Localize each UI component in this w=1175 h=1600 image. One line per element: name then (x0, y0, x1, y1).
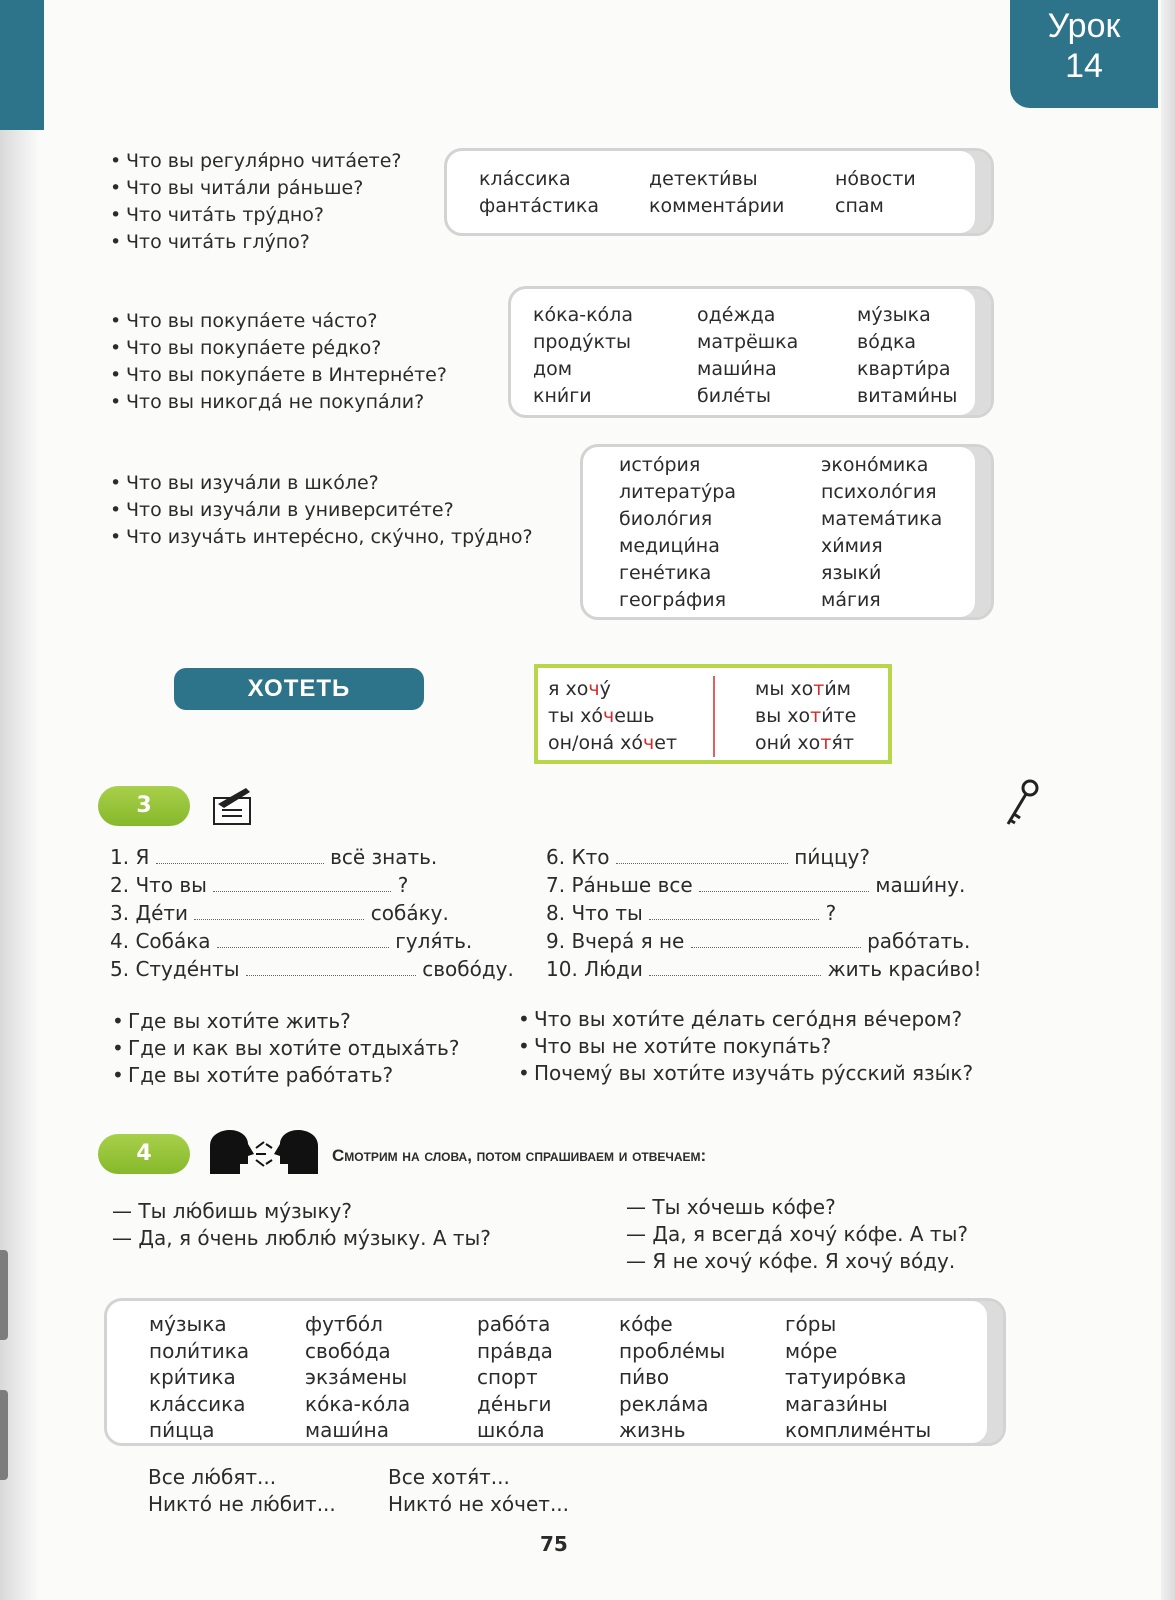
dialog-right (626, 1194, 968, 1275)
word: проду́кты (533, 331, 632, 353)
word: фанта́стика (479, 195, 600, 217)
exercise-number: 4 (98, 1134, 190, 1174)
question: • Почему́ вы хоти́те изуча́ть ру́сский язы́к? (518, 1060, 973, 1087)
lesson-number: 14 (1065, 47, 1103, 85)
pen-paper-icon (212, 786, 254, 826)
word: медици́на (619, 535, 720, 557)
question: • Что вы регуля́рно чита́ете? (110, 148, 402, 175)
page-number: 75 (540, 1532, 568, 1556)
key-icon (1000, 778, 1044, 828)
word: языки́ (821, 562, 882, 584)
exercise-item: 5. Студе́нты свобо́ду. (110, 957, 514, 981)
exercise-item: 10. Лю́ди жить краси́во! (546, 957, 982, 981)
word-column: ко́фе пробле́мы пи́во рекла́ма жизнь (619, 1312, 726, 1442)
question: • Где вы хоти́те жить? (112, 1008, 459, 1035)
reading-questions (110, 148, 402, 256)
lesson-label: Урок (1047, 7, 1121, 45)
topic-words-box (104, 1298, 1006, 1446)
question: • Что вы покупа́ете ча́сто? (110, 308, 447, 335)
exercise-item: 9. Вчера́ я не рабо́тать. (546, 929, 971, 953)
word: кла́ссика (479, 168, 571, 190)
word: кни́ги (533, 385, 592, 407)
question: • Что вы хоти́те де́лать сего́дня ве́чером? (518, 1006, 973, 1033)
binding-gutter (0, 0, 40, 1600)
word: матема́тика (821, 508, 943, 530)
exercise-item: 4. Соба́ка гуля́ть. (110, 929, 473, 953)
shopping-questions (110, 308, 447, 416)
word: исто́рия (619, 454, 701, 476)
word: матрёшка (697, 331, 799, 353)
word-column: футбо́л свобо́да экза́мены ко́ка-ко́ла маши́на (305, 1312, 411, 1442)
conjugation-form: он/она́ хо́чет (548, 732, 678, 754)
word-column: му́зыка поли́тика кри́тика кла́ссика пи́цца (149, 1312, 250, 1442)
page-edge (1161, 0, 1175, 1600)
word: спам (835, 195, 884, 217)
verb-title: ХОТЕТЬ (174, 668, 424, 710)
word: биоло́гия (619, 508, 713, 530)
conjugation-form: мы хоти́м (755, 678, 852, 700)
gutter-mark (0, 1250, 8, 1340)
conjugation-singular (548, 676, 713, 757)
word: му́зыка (857, 304, 931, 326)
dialog-line: — Да, я о́чень люблю́ му́зыку. А ты? (112, 1226, 491, 1250)
question: • Что чита́ть глу́по? (110, 229, 402, 256)
shopping-words-box (508, 286, 994, 418)
reading-words-box (444, 148, 994, 236)
conjugation-form: вы хоти́те (755, 705, 857, 727)
question: • Что вы покупа́ете в Интерне́те? (110, 362, 447, 389)
question: • Где вы хоти́те рабо́тать? (112, 1062, 459, 1089)
gutter-tab (0, 0, 44, 130)
study-questions (110, 470, 533, 551)
exercise-3-left (110, 843, 530, 983)
word: гене́тика (619, 562, 712, 584)
exercise-item: 2. Что вы ? (110, 873, 409, 897)
dialog-line: — Ты лю́бишь му́зыку? (112, 1199, 352, 1223)
word: коммента́рии (649, 195, 785, 217)
word: оде́жда (697, 304, 776, 326)
study-words-box (580, 444, 994, 620)
conjugation-plural (713, 676, 878, 757)
word: биле́ты (697, 385, 771, 407)
exercise-item: 1. Я всё знать. (110, 845, 438, 869)
question: • Что вы никогда́ не покупа́ли? (110, 389, 447, 416)
gutter-mark (0, 1390, 8, 1480)
conjugation-form: ты хо́чешь (548, 705, 655, 727)
question: • Что вы изуча́ли в шко́ле? (110, 470, 533, 497)
exercise-number: 3 (98, 786, 190, 826)
word: ко́ка-ко́ла (533, 304, 633, 326)
question: • Что вы изуча́ли в университе́те? (110, 497, 533, 524)
conjugation-form: я хочу́ (548, 678, 611, 700)
question: • Что вы не хоти́те покупа́ть? (518, 1033, 973, 1060)
word: во́дка (857, 331, 917, 353)
question: • Что вы чита́ли ра́ньше? (110, 175, 402, 202)
word-column: го́ры мо́ре татуиро́вка магази́ны комплиме́нты (785, 1312, 932, 1442)
prompt: Все лю́бят... (148, 1465, 277, 1489)
dialog-left (112, 1198, 491, 1252)
question: • Что изуча́ть интере́сно, ску́чно, тру́дно? (110, 524, 533, 551)
word: хи́мия (821, 535, 883, 557)
exercise-item: 3. Де́ти соба́ку. (110, 901, 449, 925)
want-questions-right (518, 1006, 973, 1087)
word: но́вости (835, 168, 916, 190)
word: литерату́ра (619, 481, 736, 503)
want-questions-left (112, 1008, 459, 1089)
word: маши́на (697, 358, 777, 380)
word: эконо́мика (821, 454, 929, 476)
exercise-item: 7. Ра́ньше все маши́ну. (546, 873, 966, 897)
word-column: рабо́та пра́вда спорт де́ньги шко́ла (477, 1312, 553, 1442)
question: • Что вы покупа́ете ре́дко? (110, 335, 447, 362)
conjugation-form: они́ хотя́т (755, 732, 854, 754)
dialog-line: — Ты хо́чешь ко́фе? (626, 1195, 836, 1219)
word: ма́гия (821, 589, 881, 611)
prompts-love (148, 1464, 336, 1518)
word: психоло́гия (821, 481, 937, 503)
word: дом (533, 358, 573, 380)
question: • Где и как вы хоти́те отдыха́ть? (112, 1035, 459, 1062)
exercise-instruction: Смотрим на слова, потом спрашиваем и отвечаем: (332, 1146, 707, 1165)
conjugation-table (534, 664, 892, 764)
lesson-tab (1010, 0, 1158, 108)
word: кварти́ра (857, 358, 951, 380)
question: • Что чита́ть тру́дно? (110, 202, 402, 229)
dialog-line: — Я не хочу́ ко́фе. Я хочу́ во́ду. (626, 1249, 956, 1273)
prompts-want (388, 1464, 569, 1518)
prompt: Никто́ не лю́бит... (148, 1492, 336, 1516)
word: геогра́фия (619, 589, 727, 611)
word: детекти́вы (649, 168, 758, 190)
dialog-line: — Да, я всегда́ хочу́ ко́фе. А ты? (626, 1222, 968, 1246)
prompt: Все хотя́т... (388, 1465, 510, 1489)
word: витами́ны (857, 385, 958, 407)
prompt: Никто́ не хо́чет... (388, 1492, 570, 1516)
exercise-3-right (546, 843, 1006, 983)
speaking-heads-icon (206, 1128, 322, 1178)
exercise-item: 8. Что ты ? (546, 901, 837, 925)
exercise-item: 6. Кто пи́ццу? (546, 845, 871, 869)
